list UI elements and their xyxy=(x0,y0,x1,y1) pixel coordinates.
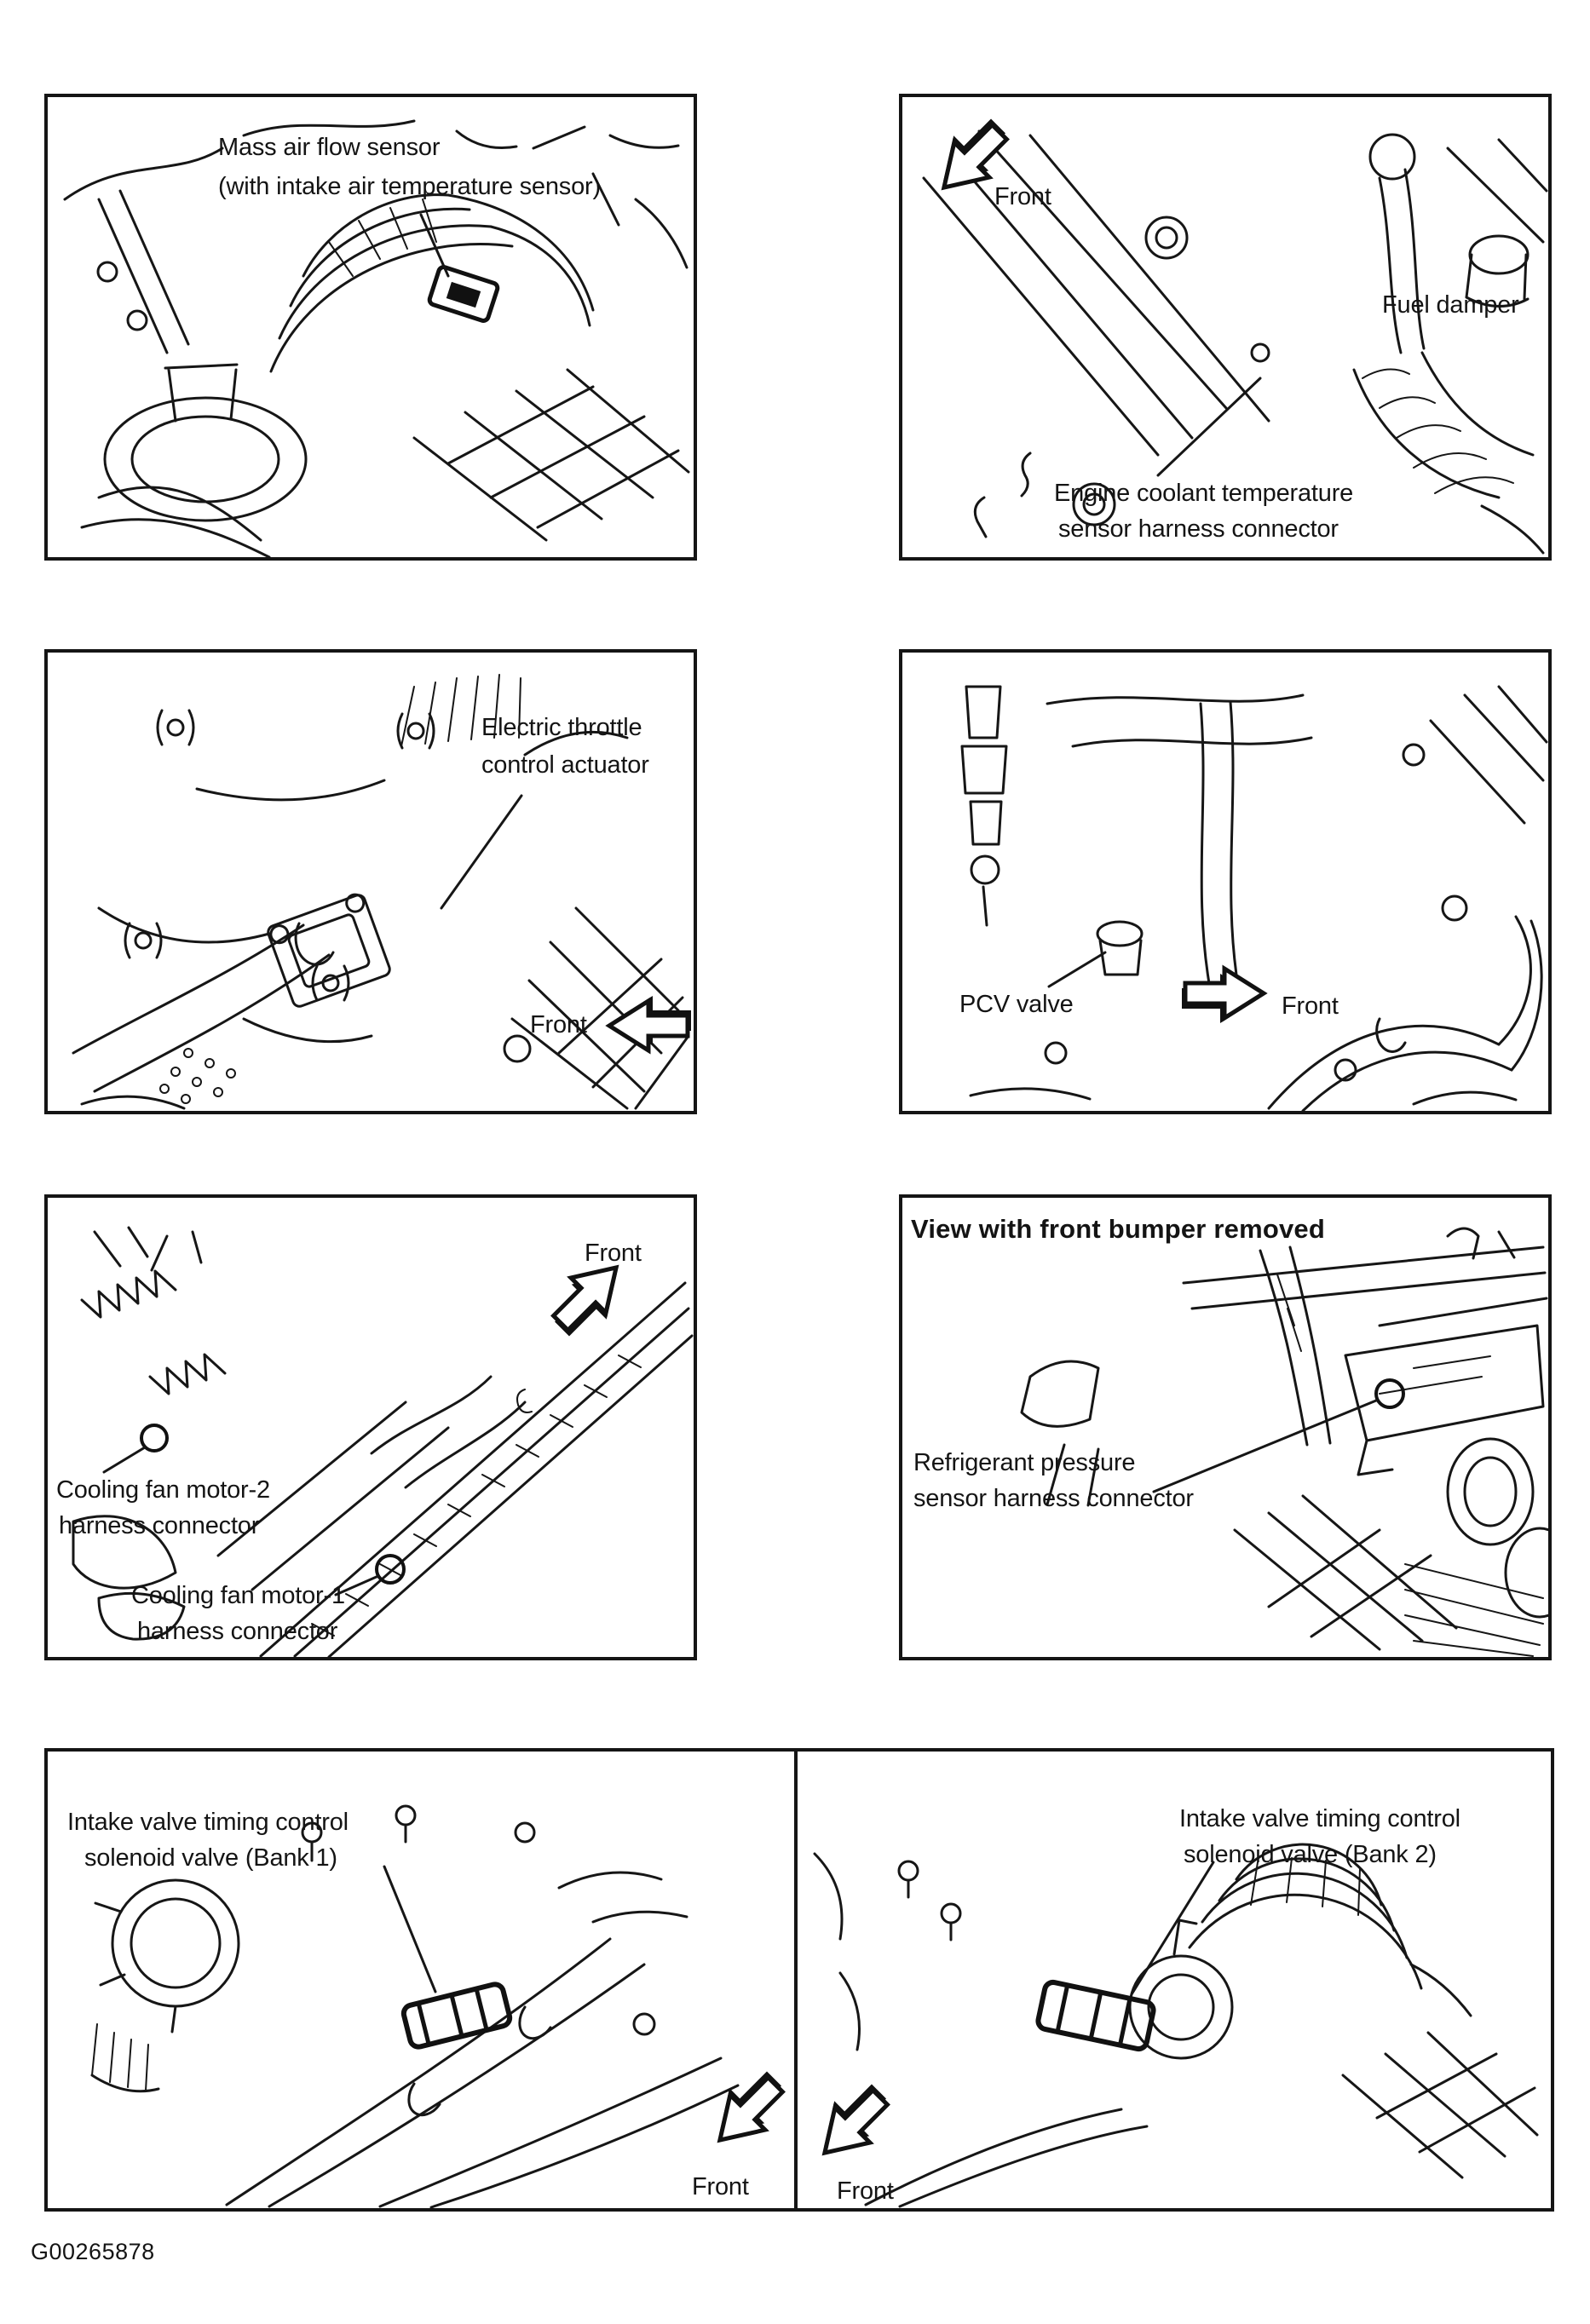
front-arrow-icon xyxy=(602,994,691,1057)
label-ivt1-line1: Intake valve timing control xyxy=(67,1809,349,1836)
ivt1-solenoid-connector xyxy=(402,1982,512,2049)
leader-throttle xyxy=(441,796,521,908)
label-front: Front xyxy=(994,183,1051,210)
label-ivt2-line2: solenoid valve (Bank 2) xyxy=(1184,1841,1437,1868)
engine-line-art-mass-air-flow xyxy=(48,97,694,557)
leader-ect xyxy=(1158,378,1260,475)
leader-maf xyxy=(421,215,448,276)
engine-line-art-pcv xyxy=(902,653,1548,1111)
label-front: Front xyxy=(585,1240,642,1267)
label-refrigerant-line1: Refrigerant pressure xyxy=(913,1449,1136,1476)
label-throttle-line1: Electric throttle xyxy=(481,714,642,741)
label-fan1-line2: harness connector xyxy=(137,1618,338,1645)
label-fan2-line1: Cooling fan motor-2 xyxy=(56,1476,270,1504)
label-maf-line2: (with intake air temperature sensor) xyxy=(218,173,601,200)
panel-header: View with front bumper removed xyxy=(911,1214,1326,1244)
label-ivt1-line2: solenoid valve (Bank 1) xyxy=(84,1844,337,1872)
panel-electric-throttle-actuator xyxy=(44,649,697,1114)
bolt-marks xyxy=(125,710,434,1000)
pcv-valve-part xyxy=(1097,922,1142,975)
label-front: Front xyxy=(530,1011,587,1038)
label-fan1-line1: Cooling fan motor-1 xyxy=(131,1582,345,1609)
label-ect-line1: Engine coolant temperature xyxy=(1054,480,1354,507)
panel-intake-valve-timing-solenoids xyxy=(44,1748,1554,2212)
engine-line-art-refrigerant xyxy=(902,1198,1548,1657)
label-pcv: PCV valve xyxy=(959,991,1074,1018)
panel-cooling-fan-motors xyxy=(44,1194,697,1660)
label-refrigerant-line2: sensor harness connector xyxy=(913,1485,1194,1512)
label-front: Front xyxy=(1282,992,1339,1020)
label-ivt2-line1: Intake valve timing control xyxy=(1179,1805,1460,1832)
label-maf-line1: Mass air flow sensor xyxy=(218,134,441,161)
panel-refrigerant-pressure-sensor xyxy=(899,1194,1552,1660)
label-ect-line2: sensor harness connector xyxy=(1058,515,1339,543)
ivt2-solenoid-connector xyxy=(1037,1981,1155,2051)
front-arrow-icon xyxy=(1182,962,1270,1025)
panel-pcv-valve xyxy=(899,649,1552,1114)
label-front-bank1: Front xyxy=(692,2173,749,2200)
label-front-bank2: Front xyxy=(837,2177,894,2205)
figure-code: G00265878 xyxy=(31,2239,155,2264)
leader-ivt1 xyxy=(384,1867,435,1992)
leader-fan2 xyxy=(104,1447,145,1472)
leader-refrigerant xyxy=(1154,1401,1376,1492)
label-fuel-damper: Fuel damper xyxy=(1382,291,1519,319)
panel-engine-coolant-temp-sensor xyxy=(899,94,1552,561)
vent-dots xyxy=(160,1049,235,1103)
leader-pcv xyxy=(1049,952,1105,987)
label-fan2-line2: harness connector xyxy=(59,1512,260,1539)
panel-mass-air-flow-sensor xyxy=(44,94,697,561)
maf-connector xyxy=(429,266,499,322)
label-throttle-line2: control actuator xyxy=(481,751,649,779)
